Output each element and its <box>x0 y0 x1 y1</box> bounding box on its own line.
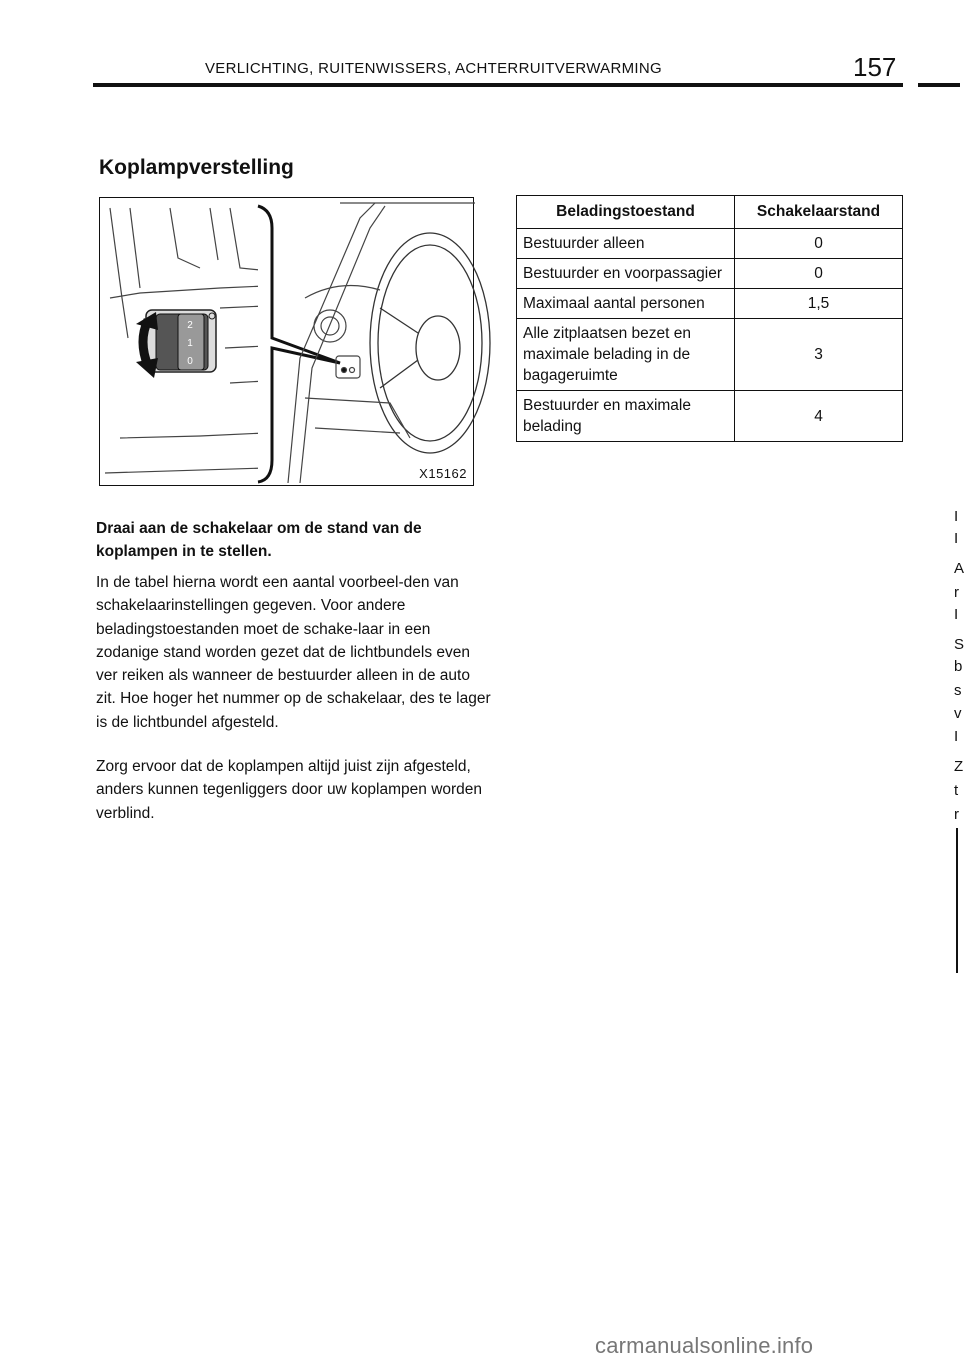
header-rule-tick <box>918 83 960 87</box>
dashboard-illustration <box>100 198 475 487</box>
side-margin-letter: I <box>954 508 959 525</box>
windshield-lines <box>288 203 475 483</box>
page-number: 157 <box>853 52 897 82</box>
table-row <box>517 229 903 259</box>
table-row <box>517 391 903 442</box>
switch-position: 4 <box>735 391 903 442</box>
header-switch-position: Schakelaarstand <box>735 196 903 229</box>
load-condition: Maximaal aantal personen <box>517 289 735 319</box>
load-position-table <box>516 195 903 442</box>
side-margin-line <box>956 828 958 973</box>
figure-code: X15162 <box>419 466 467 481</box>
side-margin-letter: I <box>954 728 959 745</box>
switch-position: 1,5 <box>735 289 903 319</box>
watermark: carmanualsonline.info <box>595 1333 814 1358</box>
side-margin-letter: I <box>954 606 959 623</box>
header-load-condition: Beladingstoestand <box>517 196 735 229</box>
steering-wheel <box>370 233 490 453</box>
side-margin-letter: r <box>954 806 959 823</box>
side-margin-letter: b <box>954 658 963 675</box>
switch-label-1: 1 <box>187 338 193 349</box>
instruction-text: Draai aan de schakelaar om de stand van de koplampen in te stellen. <box>96 520 422 560</box>
switch-position: 0 <box>735 229 903 259</box>
load-condition: Bestuurder en voorpassagier <box>517 259 735 289</box>
side-margin-letter: s <box>954 682 962 699</box>
section-title: Koplampverstelling <box>99 156 294 179</box>
side-margin-letter: I <box>954 530 959 547</box>
load-condition: Bestuurder alleen <box>517 229 735 259</box>
load-condition: Alle zitplaatsen bezet en maximale belading in de bagageruimte <box>517 319 735 391</box>
body-paragraph-2: Zorg ervoor dat de koplampen altijd juist zijn afgesteld, anders kunnen tegenliggers door uw koplampen worden verblind. <box>96 758 483 822</box>
body-paragraph-1: In de tabel hierna wordt een aantal voorbeel-den van schakelaarinstellingen gegeven. Voor andere beladingstoestanden moet de schake-laar in een zodanige stand worden gezet dat de lichtbundels even ver reiken als wanneer de bestuurder alleen in de auto zit. Hoe hoger het nummer op de schakelaar, des te lager is de lichtbundel afgesteld. <box>96 574 491 731</box>
header-rule <box>93 83 903 87</box>
side-margin-letter: A <box>954 560 964 577</box>
callout-bracket <box>258 206 340 482</box>
side-margin-letter: Z <box>954 758 964 775</box>
table-row <box>517 289 903 319</box>
switch-position: 0 <box>735 259 903 289</box>
side-margin-letter: v <box>954 705 962 722</box>
table-row <box>517 319 903 391</box>
illustration <box>99 197 474 486</box>
switch-position: 3 <box>735 319 903 391</box>
switch-label-0: 0 <box>187 356 193 367</box>
side-margin-letter: t <box>954 782 959 799</box>
table-header-row <box>517 196 903 229</box>
running-header: VERLICHTING, RUITENWISSERS, ACHTERRUITVERWARMING <box>205 60 662 77</box>
load-condition: Bestuurder en maximale belading <box>517 391 735 442</box>
side-margin-letter: S <box>954 636 964 653</box>
side-margin-letter: r <box>954 584 959 601</box>
table-row <box>517 259 903 289</box>
switch-label-2: 2 <box>187 320 193 331</box>
